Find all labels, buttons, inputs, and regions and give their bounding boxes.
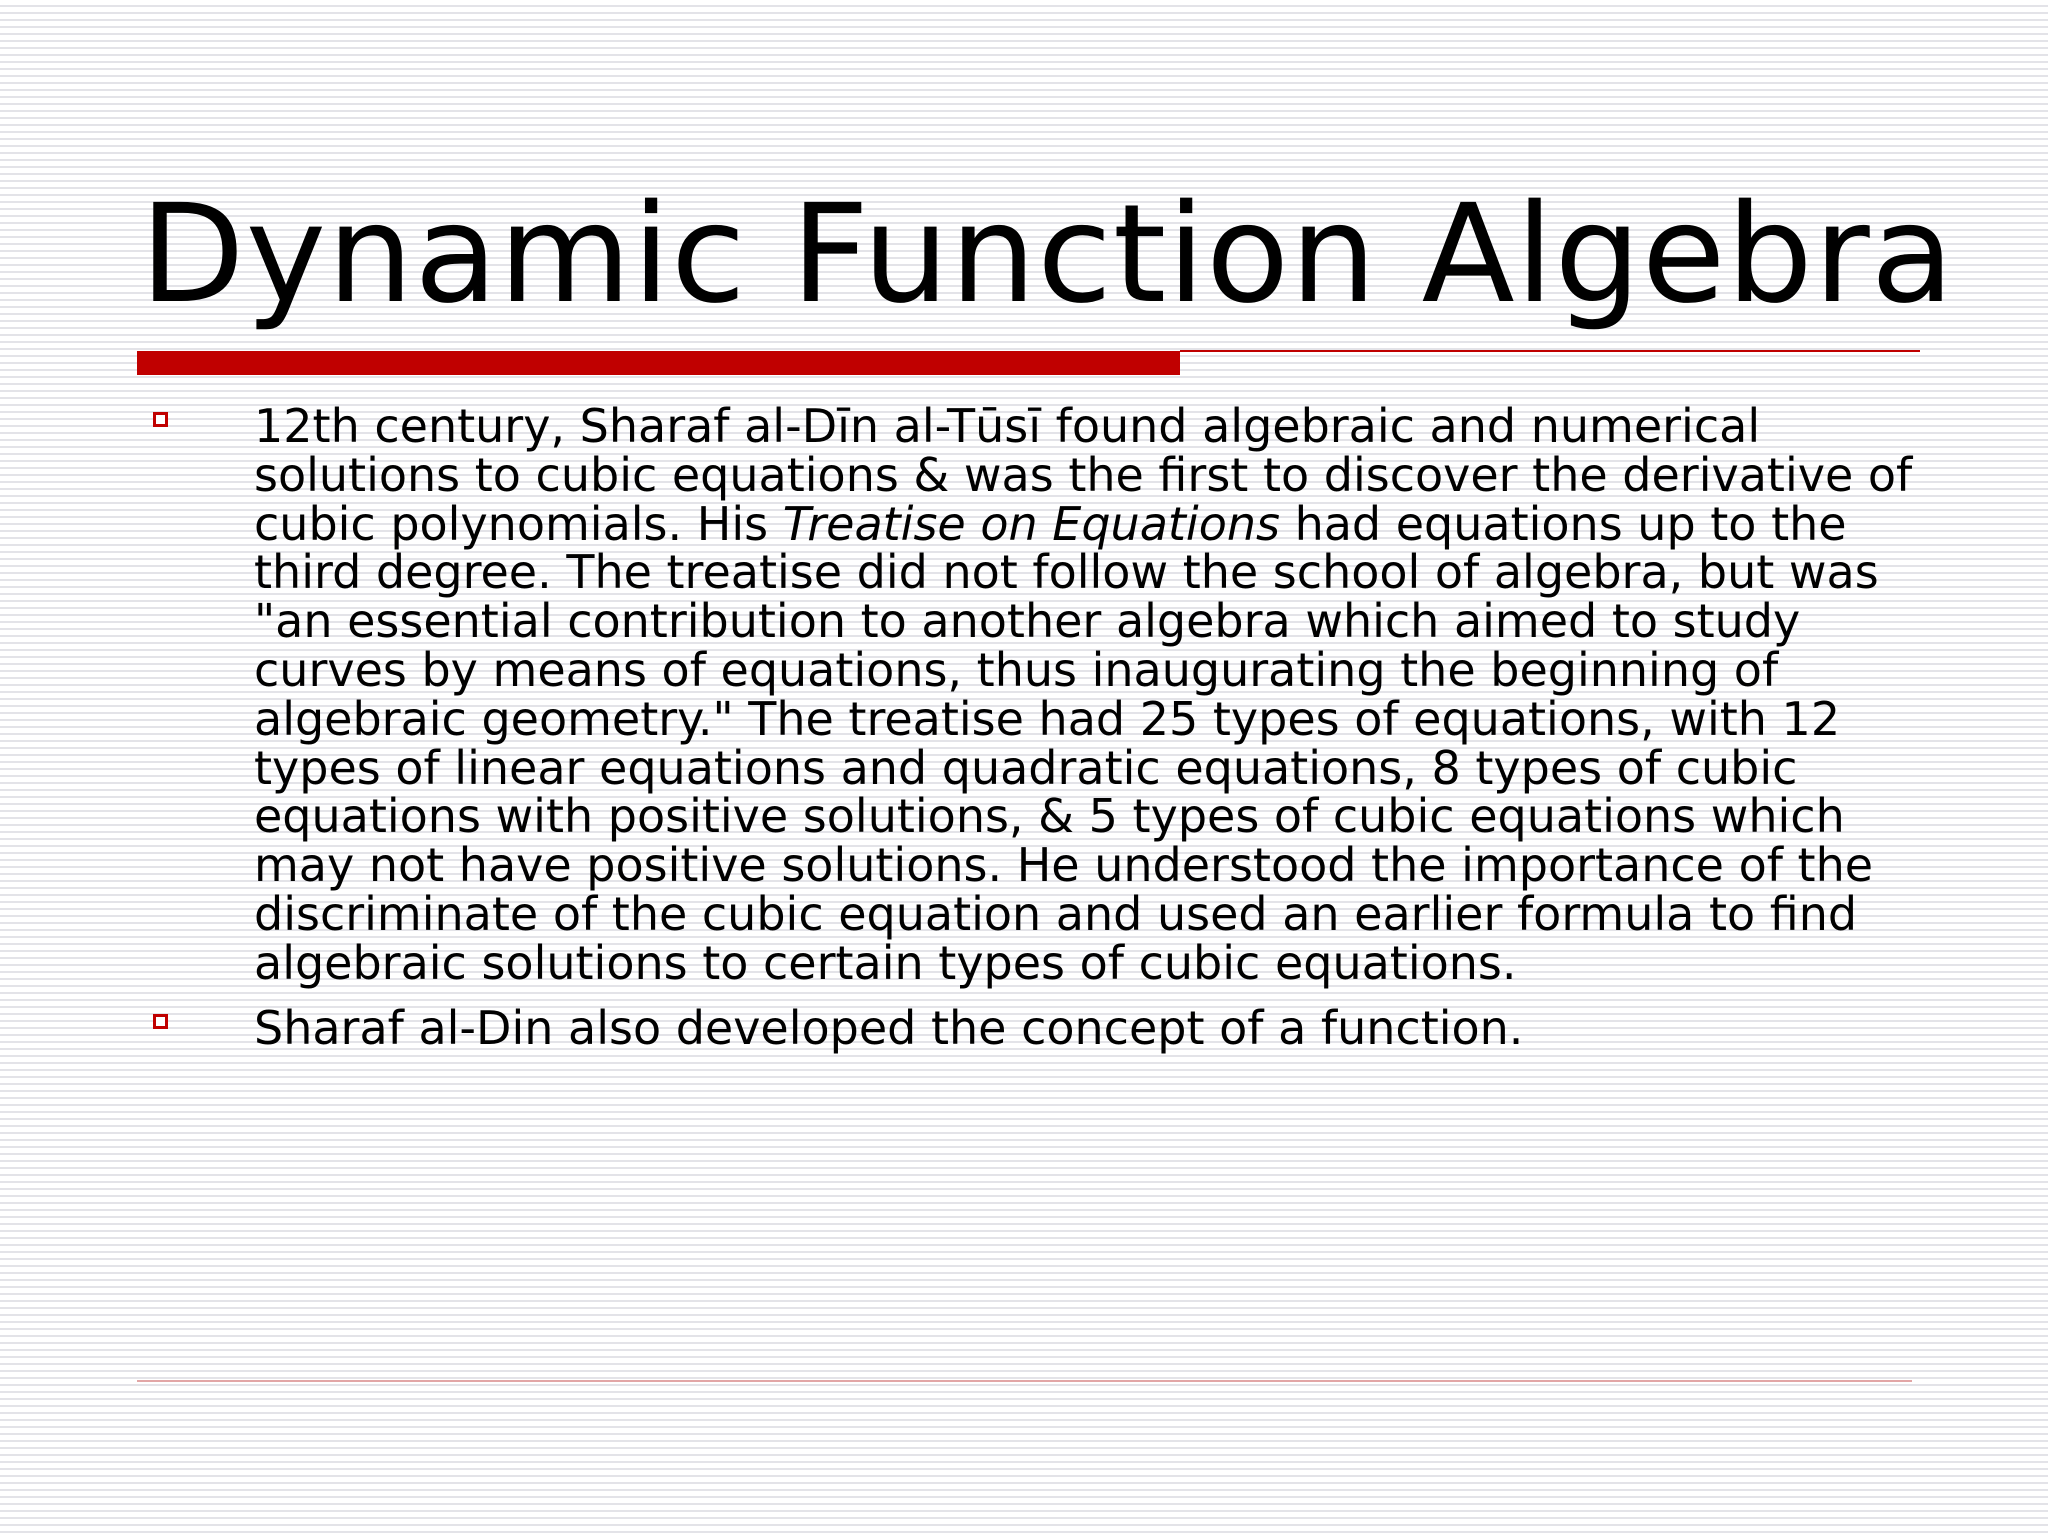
hollow-square-bullet-icon xyxy=(153,1014,168,1029)
slide-title: Dynamic Function Algebra xyxy=(139,176,1956,334)
bullet-text xyxy=(254,399,1930,990)
title-underline-thin xyxy=(1180,350,1920,352)
bullet-item-tusi-treatise xyxy=(140,399,1930,990)
footer-divider xyxy=(137,1380,1912,1382)
bullet-text-part: 12th century, Sharaf al-Dīn al-Tūsī found algebraic and numerical solutions to cubic equations & was the first to discover the derivative of cubic polynomials. His xyxy=(254,399,1913,551)
bullet-text: Sharaf al-Din also developed the concept of a function. xyxy=(254,1000,1524,1055)
bullet-text-part: had equations up to the third degree. The treatise did not follow the school of algebra, but was "an essential contribution to another algebra which aimed to study curves by means of equations, thus inaugurating the beginning of algebraic geometry." The treatise had 25 types of equations, with 12 types of linear equations and quadratic equations, 8 types of cubic equations with positive solutions, & 5 types of cubic equations which may not have positive solutions. He understood the importance of the discriminate of the cubic equation and used an earlier formula to find algebraic solutions to certain types of cubic equations. xyxy=(254,496,1879,990)
title-underline-thick xyxy=(137,351,1180,375)
treatise-title-italic: Treatise on Equations xyxy=(782,496,1280,551)
bullet-item-function-concept xyxy=(140,1000,1930,1055)
hollow-square-bullet-icon xyxy=(153,412,168,427)
bullet-list xyxy=(140,399,1930,1055)
